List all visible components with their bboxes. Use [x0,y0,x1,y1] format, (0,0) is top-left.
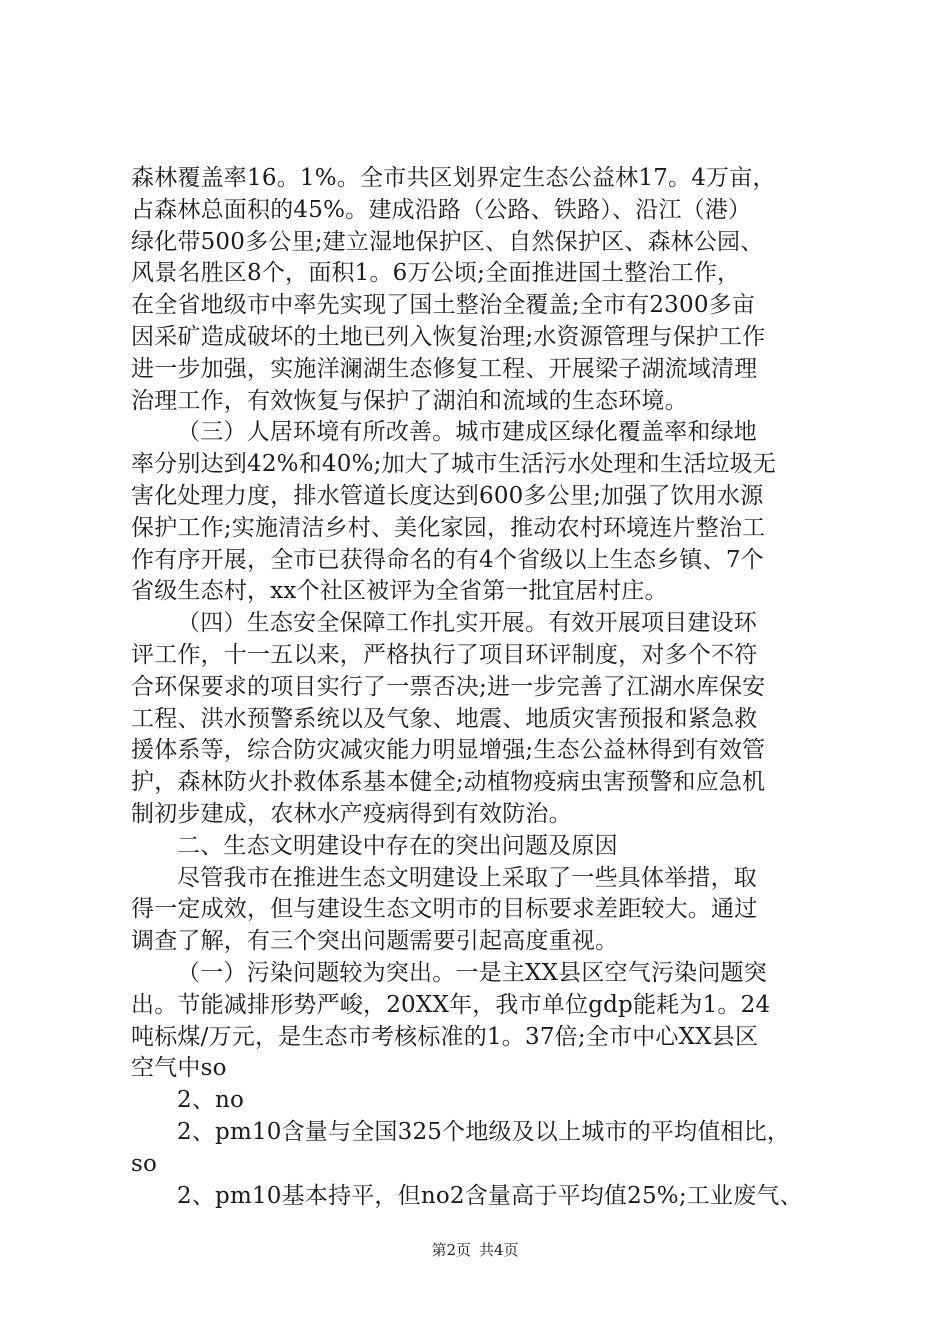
text-line: so [131,1150,158,1177]
text-line: 绿化带500多公里;建立湿地保护区、自然保护区、森林公园、 [131,228,764,255]
text-line: 调查了解，有三个突出问题需要引起高度重视。 [131,928,619,955]
text-line: 护，森林防火扑救体系基本健全;动植物疫病虫害预警和应急机 [131,769,766,796]
text-line: 评工作，十一五以来，严格执行了项目环评制度，对多个不符 [131,641,758,668]
text-line: 制初步建成，农林水产疫病得到有效防治。 [131,800,572,827]
page-total: 共4页 [479,1241,519,1259]
text-line: 工程、洪水预警系统以及气象、地震、地质灾害预报和紧急救 [131,705,758,732]
text-line: 2、no [177,1087,245,1114]
text-line: 空气中so [131,1055,227,1082]
page-footer [0,1240,950,1260]
text-line: 风景名胜区8个，面积1。6万公顷;全面推进国土整治工作， [131,260,741,287]
text-line: 森林覆盖率16。1%。全市共区划界定生态公益林17。4万亩， [131,165,776,191]
text-line: 援体系等，综合防灾减灾能力明显增强;生态公益林得到有效管 [131,737,766,764]
text-line: 合环保要求的项目实行了一票否决;进一步完善了江湖水库保安 [131,673,766,700]
text-line: 吨标煤/万元，是生态市考核标准的1。37倍;全市中心XX县区 [131,1023,759,1050]
text-line: 占森林总面积的45%。建成沿路（公路、铁路）、沿江（港） [131,196,752,223]
text-line: 害化处理力度，排水管道长度达到600多公里;加强了饮用水源 [131,482,764,509]
paragraph-heading-4: （四）生态安全保障工作扎实开展。有效开展项目建设环 [177,610,757,637]
document-body [131,163,831,1212]
text-line: 出。节能减排形势严峻，20XX年，我市单位gdp能耗为1。24 [131,991,771,1018]
text-line: 率分别达到42%和40%;加大了城市生活污水处理和生活垃圾无 [131,451,776,478]
text-line: 2、pm10基本持平，但no2含量高于平均值25%;工业废气、 [177,1182,803,1209]
paragraph-heading-1: （一）污染问题较为突出。一是主XX县区空气污染问题突 [177,959,767,986]
text-line: 尽管我市在推进生态文明建设上采取了一些具体举措，取 [177,864,757,891]
text-line: 在全省地级市中率先实现了国土整治全覆盖;全市有2300多亩 [131,292,756,319]
text-line: 作有序开展，全市已获得命名的有4个省级以上生态乡镇、7个 [131,546,764,573]
text-line: 得一定成效，但与建设生态文明市的目标要求差距较大。通过 [131,896,758,923]
text-line: 保护工作;实施清洁乡村、美化家园，推动农村环境连片整治工 [131,514,766,541]
text-line: 因采矿造成破坏的土地已列入恢复治理;水资源管理与保护工作 [131,323,766,350]
section-heading: 二、生态文明建设中存在的突出问题及原因 [177,832,618,859]
paragraph-heading-3: （三）人居环境有所改善。城市建成区绿化覆盖率和绿地 [177,419,757,446]
text-line: 2、pm10含量与全国325个地级及以上城市的平均值相比， [177,1118,791,1145]
text-line: 进一步加强，实施洋澜湖生态修复工程、开展梁子湖流域清理 [131,355,758,382]
page-number: 第2页 [431,1241,471,1259]
text-line: 省级生态村，xx个社区被评为全省第一批宜居村庄。 [131,578,668,605]
text-line: 治理工作，有效恢复与保护了湖泊和流域的生态环境。 [131,387,688,414]
